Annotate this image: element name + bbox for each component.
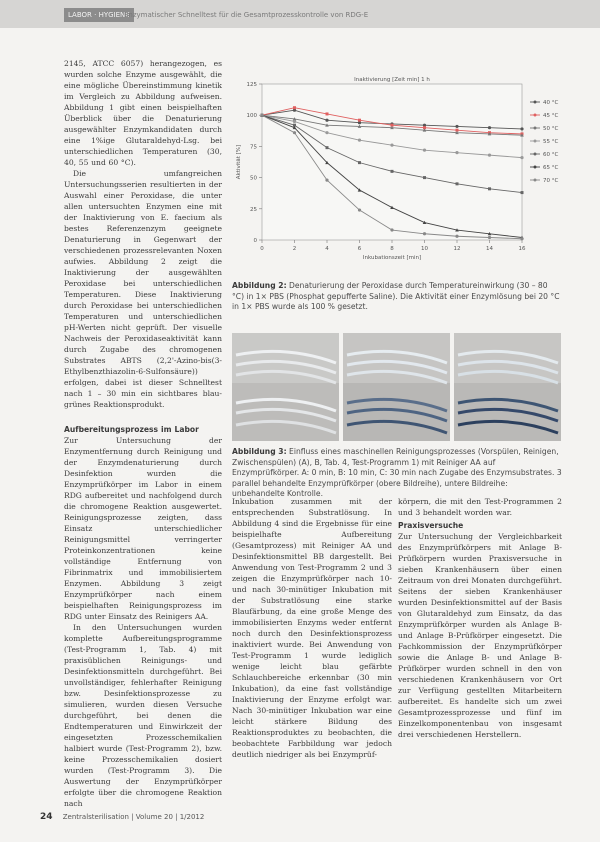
running-title: Enzymatischer Schnelltest für die Gesamtprozesskontrolle von RDG-E — [124, 11, 369, 19]
x-tick-label: 0 — [260, 246, 264, 252]
legend-marker — [534, 140, 537, 143]
legend-marker — [534, 127, 537, 130]
section-heading: Praxisversuche — [398, 521, 464, 530]
data-point — [325, 131, 328, 134]
figure-label: Abbildung 3: — [232, 447, 287, 456]
data-point — [455, 151, 458, 154]
data-point — [455, 235, 458, 238]
section-heading: Aufbereitungsprozess im Labor — [64, 425, 199, 434]
figure-2-caption — [232, 281, 562, 313]
data-point — [293, 131, 296, 134]
body-column-right — [398, 496, 562, 740]
data-point — [293, 106, 296, 109]
data-point — [325, 119, 328, 122]
page-footer — [40, 812, 204, 822]
data-point — [358, 208, 361, 211]
y-tick-label: 50 — [250, 175, 257, 182]
x-tick-label: 14 — [486, 246, 493, 252]
data-point — [358, 161, 361, 164]
page-number: 24 — [40, 812, 53, 822]
data-point — [488, 236, 491, 239]
body-column-left-top — [64, 58, 222, 410]
caption-text: Denaturierung der Peroxidase durch Temperatureinwirkung (30 – 80 °C) in 1× PBS (Phosphat gepufferte Saline). Die Aktivität einer Enzymlösung bei 20 °C in 1× PBS wurde als 100 % gesetzt. — [232, 281, 560, 311]
data-point — [423, 149, 426, 152]
section-rubric: LABOR · HYGIENE — [64, 8, 134, 22]
legend-marker — [534, 179, 537, 182]
body-column-left-bottom — [64, 422, 222, 809]
caption-text: Einfluss eines maschinellen Reinigungsprozesses (Vorspülen, Reinigen, Zwischenspülen) (A), B, Tab. 4, Test-Programm 1) mit Reiniger AA auf Enzymprüfkörper. A: 0 min, B: 10 min, C: 30 min nach Zugabe des Enzymsubstrates. 3 parallel behandelte Enzymprüfkörper (obere Bildreihe), untere Bildreihe: unbehandelte Kontrolle. — [232, 447, 562, 498]
y-tick-label: 125 — [246, 82, 257, 88]
paragraph: körpern, die mit den Test-Programmen 2 und 3 behandelt worden war. — [398, 497, 562, 517]
data-point — [488, 154, 491, 157]
legend-marker — [534, 101, 537, 104]
photo-panel-c — [454, 333, 561, 441]
data-point — [260, 114, 263, 117]
paragraph: Die umfangreichen Untersuchungsserien resultierten in der Auswahl einer Peroxidase, die unter allen untersuchten Enzymen eine mit der Inaktivierung von E. faecium als bestes Referenzenzym geeignete Denaturierung in Gegenwart der verschiedenen prozessrelevanten Noxen aufwies. Abbildung 2 zeigt die Inaktivierung der ausgewählten Peroxidase bei unterschiedlichen Temperaturen. Diese Inaktivierung durch Peroxidase bei unterschiedlichen Temperaturen und unterschiedlichen pH-Werten nicht geprüft. Der visuelle Nachweis der Peroxidaseaktivität kann durch Zugabe des chromogenen Substrates ABTS (2,2'-Azino-bis(3-Ethylbenzthiazolin-6-Sulfonsäure)) erfolgen, dabei ist dieser Schnelltest nach 1 – 30 min ein sichtbares blau-grünes Reaktionsprodukt. — [64, 169, 222, 409]
photo-panel-b — [343, 333, 450, 441]
data-point — [358, 139, 361, 142]
figure-3-photos — [232, 333, 562, 441]
plot-area — [262, 84, 522, 240]
data-point — [520, 127, 523, 130]
paragraph: 2145, ATCC 6057) herangezogen, es wurden solche Enzyme ausgewählt, die eine mögliche Übereinstimmung kinetik im Vergleich zu Abbildung aufweisen. Abbildung 1 gibt einen beispielhaften Überblick über die Denaturierung ausgewählter Enzymkandidaten durch eine 1%ige Glutaraldehyd-Lsg. bei unterschiedlichen Temperaturen (30, 40, 55 und 60 °C). — [64, 59, 222, 167]
paragraph: Inkubation zusammen mit der entsprechenden Substratlösung. In Abbildung 4 sind die Ergebnisse für eine beispielhafte Aufbereitung (Gesamtprozess) mit Reiniger AA und Desinfektionsmittel BB dargestellt. Bei Anwendung von Test-Programm 2 und 3 zeigen die Enzymprüfkörper nach 10- und nach 30-minütiger Inkubation mit der Substratlösung eine starke Blaufärbung, da eine große Menge des immobilisierten Enzyms weder entfernt noch durch den Desinfektionsprozess inaktiviert wurde. Bei Anwendung von Test-Programm 1 wurde lediglich wenige leicht blau gefärbte Schlauchbereiche erkennbar (30 min Inkubation), da eine fast vollständige Inaktivierung der Enzyme erfolgt war. Nach 30-minütiger Inkubation war eine leicht stärkere Bildung des Reaktionsproduktes zu beobachten, die beobachtete Farbbildung war jedoch deutlich niedriger als bei Enzymprüf- — [232, 497, 392, 759]
data-point — [390, 228, 393, 231]
data-point — [293, 120, 296, 123]
legend-label: 40 °C — [543, 100, 559, 106]
paragraph: Zur Untersuchung der Enzymentfernung durch Reinigung und der Enzymdenaturierung durch Desinfektion wurden die Enzymprüfkörper im Labor in einem RDG aufbereitet und nachfolgend durch die chromogene Reaktion ausgewertet. Reinigungsprozesse zeigten, dass Einsatz unterschiedlicher Reinigungsmittel verringerter Proteinkonzentrationen keine vollständige Entfernung von Fibrinmatrix und immobilisiertem Enzymen. Abbildung 3 zeigt Enzymprüfkörper nach einem beispielhaften Reinigungsprozess im RDG unter Einsatz des Reinigers AA. — [64, 436, 222, 621]
data-point — [488, 187, 491, 190]
data-point — [520, 237, 523, 240]
x-tick-label: 4 — [325, 246, 329, 252]
data-point — [390, 144, 393, 147]
figure-label: Abbildung 2: — [232, 281, 287, 290]
figure-3-caption — [232, 447, 562, 500]
data-point — [455, 125, 458, 128]
data-point — [326, 112, 329, 115]
x-tick-label: 16 — [518, 246, 526, 252]
x-tick-label: 8 — [390, 246, 394, 252]
x-tick-label: 6 — [357, 246, 362, 252]
data-point — [325, 178, 328, 181]
legend-label: 50 °C — [543, 126, 559, 132]
data-point — [391, 170, 394, 173]
legend-marker — [534, 114, 537, 117]
legend-label: 55 °C — [543, 139, 559, 145]
y-tick-label: 75 — [250, 144, 257, 151]
y-tick-label: 100 — [246, 113, 257, 120]
photo-panel-a — [232, 333, 339, 441]
paragraph: In den Untersuchungen wurden komplette Aufbereitungsprogramme (Test-Programm 1, Tab. 4) mit praxisüblichen Reinigungs- und Desinfektionsmitteln durchgeführt. Bei unvollständiger, fehlerhafter Reinigung bzw. Desinfektionsprozesse zu simulieren, wurden diesen Versuche durchgeführt, bei denen die Endtemperaturen und Einwirkzeit der eingesetzten Prozesschemikalien halbiert wurde (Test-Programm 2), bzw. keine Prozesschemikalien dosiert wurden (Test-Programm 3). Die Auswertung der Enzymprüfkörper erfolgte über die chromogene Reaktion nach — [64, 623, 222, 808]
x-tick-label: 10 — [421, 246, 428, 252]
body-column-middle — [232, 496, 392, 760]
data-point — [456, 182, 459, 185]
paragraph: Zur Untersuchung der Vergleichbarkeit des Enzymprüfkörpers mit Anlage B-Prüfkörpern wurden Praxisversuche in sieben Krankenhäusern über einen Zeitraum von drei Monaten durchgeführt. Seitens der sieben Krankenhäuser wurden Desinfektionsmittel auf der Basis von Glutaraldehyd zum Einsatz, da das Enzymprüfkörper wurden als Anlage B- und Anlage B-Prüfkörper eingesetzt. Die Fachkommission der Enzymprüfkörper sowie die Anlage B- und Anlage B-Prüfkörper wurden schnell in den von verschiedenen Krankenhäusern vor Ort zur Verfügung gestellten Mitarbeitern aufbereitet. Es handelte sich um zwei Gesamtprozessprozesse und fünf im Einzelkomponentenbau von insgesamt drei verschiedenen Herstellern. — [398, 532, 562, 739]
figure-2-line-chart — [232, 72, 562, 282]
data-point — [423, 176, 426, 179]
x-tick-label: 2 — [292, 246, 297, 252]
data-point — [358, 119, 361, 122]
data-point — [488, 126, 491, 129]
legend-label: 70 °C — [543, 178, 559, 184]
page-header — [0, 0, 600, 28]
legend-label: 65 °C — [543, 165, 559, 171]
y-tick-label: 0 — [253, 238, 257, 244]
journal-citation: Zentralsterilisation | Volume 20 | 1/2012 — [62, 813, 205, 821]
data-point — [521, 191, 524, 194]
y-axis-label: Aktivität [%] — [236, 144, 242, 180]
chart-title: Inaktivierung [Zeit min] 1 h — [354, 77, 430, 83]
data-point — [423, 232, 426, 235]
legend-marker — [534, 153, 537, 156]
data-point — [520, 156, 523, 159]
legend-label: 45 °C — [543, 113, 559, 119]
legend-marker — [534, 166, 537, 169]
x-tick-label: 12 — [453, 246, 461, 252]
data-point — [326, 146, 329, 149]
y-tick-label: 25 — [250, 206, 257, 213]
x-axis-label: Inkubationszeit [min] — [362, 255, 422, 261]
legend-label: 60 °C — [543, 152, 559, 158]
